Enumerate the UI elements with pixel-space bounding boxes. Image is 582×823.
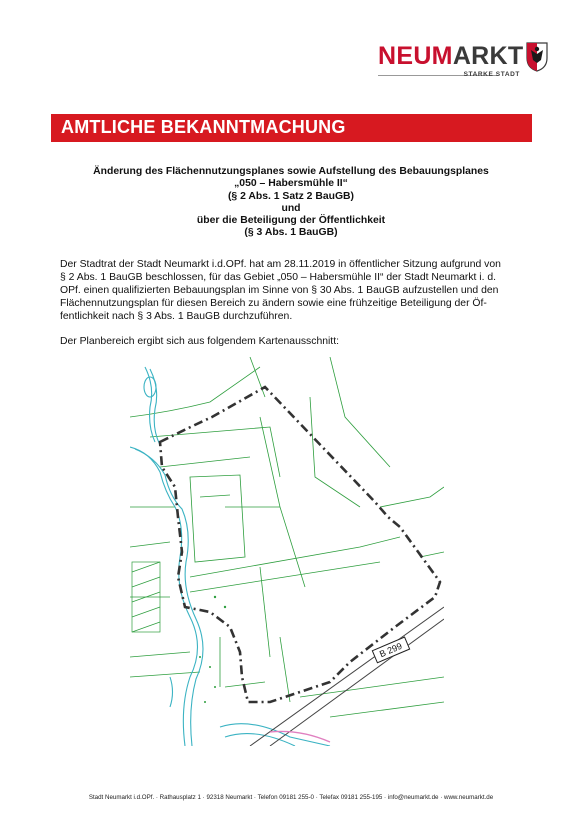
paragraph-line: Flächennutzungsplan für diesen Bereich zu ändern sowie eine frühzeitige Beteiligung der Öf-: [60, 297, 487, 309]
notice-banner: [51, 114, 532, 142]
paragraph-line: Der Stadtrat der Stadt Neumarkt i.d.OPf. hat am 28.11.2019 in öffentlicher Sitzung aufgrund von: [60, 259, 501, 270]
logo-word-dark: ARKT: [452, 42, 524, 70]
paragraph-line: § 2 Abs. 1 BauGB beschlossen, für das Gebiet „050 – Habersmühle II“ der Stadt Neumarkt i. d.: [60, 271, 497, 283]
heading-line: (§ 2 Abs. 1 Satz 2 BauGB): [227, 190, 355, 202]
city-logo: [378, 42, 548, 82]
footer-contact: Stadt Neumarkt i.d.OPf. · Rathausplatz 1 · 92318 Neumarkt · Telefon 09181 255-0 · Telefax 09181 255-195 · info@neumarkt.de · www.neumarkt.de: [88, 794, 494, 801]
plan-area-map: [130, 357, 444, 746]
banner-title: AMTLICHE BEKANNTMACHUNG: [61, 117, 346, 137]
paragraph-line: fentlichkeit nach § 3 Abs. 1 BauGB durchzuführen.: [60, 310, 293, 322]
logo-wordmark: [378, 42, 523, 70]
logo-tagline: STARKE STADT: [463, 71, 520, 78]
paragraph-line: OPf. einen qualifizierten Bebauungsplan im Sinne von § 30 Abs. 1 BauGB aufzustellen und den: [60, 284, 499, 296]
logo-word-red: NEUM: [378, 42, 453, 70]
heading-line: „050 – Habersmühle II“: [234, 178, 348, 190]
notice-heading: [60, 166, 522, 240]
paragraph-line: Der Planbereich ergibt sich aus folgendem Kartenausschnitt:: [60, 336, 339, 347]
heading-line: (§ 3 Abs. 1 BauGB): [244, 227, 338, 239]
resolution-paragraph: [60, 259, 530, 324]
city-crest-icon: [526, 42, 548, 72]
map-intro-paragraph: [60, 336, 530, 349]
heading-line: und: [281, 202, 301, 214]
heading-line: über die Beteiligung der Öffentlichkeit: [196, 215, 386, 227]
heading-line: Änderung des Flächennutzungsplanes sowie Aufstellung des Bebauungsplanes: [93, 166, 489, 177]
road-label-b299: B 299: [372, 637, 410, 664]
